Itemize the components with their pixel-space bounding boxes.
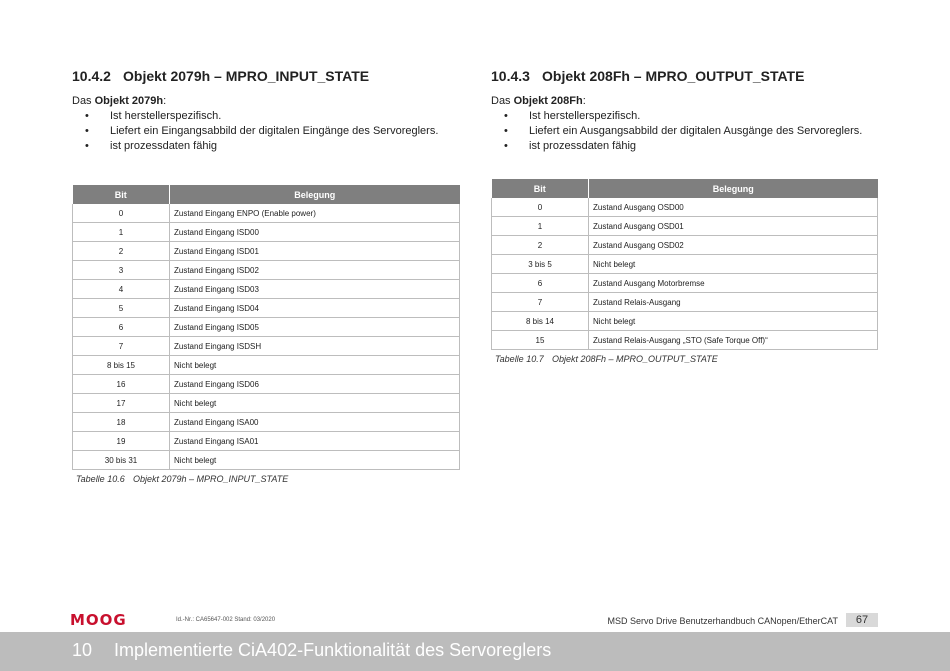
cell-belegung: Nicht belegt [170, 451, 460, 470]
table-row [73, 432, 460, 451]
moog-logo: MOOG [70, 611, 127, 629]
list-item: • Liefert ein Eingangsabbild der digitalen Eingänge des Servoreglers. [72, 124, 460, 139]
cell-bit: 6 [73, 318, 170, 337]
cell-bit: 0 [73, 204, 170, 223]
table-row [73, 451, 460, 470]
section-heading [491, 66, 878, 86]
cell-bit: 4 [73, 280, 170, 299]
table-row [492, 293, 878, 312]
cell-belegung: Zustand Eingang ENPO (Enable power) [170, 204, 460, 223]
intro-text [491, 94, 878, 109]
cell-bit: 15 [492, 331, 589, 350]
cell-bit: 5 [73, 299, 170, 318]
table-row [73, 299, 460, 318]
cell-bit: 30 bis 31 [73, 451, 170, 470]
list-item: • Liefert ein Ausgangsabbild der digitalen Ausgänge des Servoreglers. [491, 124, 878, 139]
cell-bit: 18 [73, 413, 170, 432]
table-row [73, 223, 460, 242]
intro-suffix: : [582, 95, 586, 107]
table-row [492, 312, 878, 331]
cell-belegung: Zustand Ausgang OSD02 [589, 236, 878, 255]
bullet-list [72, 109, 460, 154]
cell-bit: 16 [73, 375, 170, 394]
cell-belegung: Zustand Eingang ISA01 [170, 432, 460, 451]
cell-belegung: Zustand Eingang ISD06 [170, 375, 460, 394]
bullet-list [491, 109, 878, 154]
section-number: 10.4.2 [72, 68, 111, 84]
table-row [73, 394, 460, 413]
cell-bit: 17 [73, 394, 170, 413]
table-row [492, 198, 878, 217]
caption-text: Objekt 208Fh – MPRO_OUTPUT_STATE [552, 354, 718, 364]
list-item: • ist prozessdaten fähig [72, 139, 460, 154]
page-footer [70, 612, 878, 628]
cell-belegung: Zustand Eingang ISD02 [170, 261, 460, 280]
cell-belegung: Zustand Eingang ISD04 [170, 299, 460, 318]
column-header-bit: Bit [492, 179, 589, 198]
section-title: Objekt 2079h – MPRO_INPUT_STATE [123, 68, 370, 84]
table-row [73, 261, 460, 280]
cell-belegung: Nicht belegt [170, 356, 460, 375]
cell-belegung: Zustand Ausgang Motorbremse [589, 274, 878, 293]
page-number: 67 [846, 613, 878, 627]
cell-bit: 3 bis 5 [492, 255, 589, 274]
caption-number: Tabelle 10.6 [76, 474, 125, 484]
cell-belegung: Zustand Eingang ISA00 [170, 413, 460, 432]
input-state-table [72, 185, 460, 470]
cell-bit: 7 [492, 293, 589, 312]
column-header-belegung: Belegung [170, 185, 460, 204]
cell-bit: 6 [492, 274, 589, 293]
output-state-table [491, 179, 878, 350]
cell-bit: 2 [73, 242, 170, 261]
cell-belegung: Zustand Ausgang OSD00 [589, 198, 878, 217]
cell-bit: 19 [73, 432, 170, 451]
cell-belegung: Zustand Eingang ISDSH [170, 337, 460, 356]
list-item: • Ist herstellerspezifisch. [491, 109, 878, 124]
chapter-number: 10 [72, 640, 93, 660]
section-output-state [491, 66, 878, 364]
cell-bit: 8 bis 14 [492, 312, 589, 331]
cell-belegung: Nicht belegt [589, 255, 878, 274]
table-header-row [73, 185, 460, 204]
cell-belegung: Zustand Ausgang OSD01 [589, 217, 878, 236]
intro-object: Objekt 208Fh [513, 95, 583, 107]
cell-belegung: Zustand Eingang ISD03 [170, 280, 460, 299]
list-item: • ist prozessdaten fähig [491, 139, 878, 154]
cell-bit: 2 [492, 236, 589, 255]
table-row [492, 255, 878, 274]
table-row [492, 236, 878, 255]
table-row [73, 413, 460, 432]
section-input-state [72, 66, 460, 484]
section-number: 10.4.3 [491, 68, 530, 84]
cell-bit: 3 [73, 261, 170, 280]
table-row [73, 375, 460, 394]
document-id: Id.-Nr.: CA65647-002 Stand: 03/2020 [176, 617, 276, 623]
table-row [73, 204, 460, 223]
table-row [73, 242, 460, 261]
cell-belegung: Nicht belegt [170, 394, 460, 413]
cell-belegung: Zustand Relais-Ausgang „STO (Safe Torque Off)“ [589, 331, 878, 350]
chapter-title: Implementierte CiA402-Funktionalität des Servoreglers [114, 640, 552, 660]
list-item: • Ist herstellerspezifisch. [72, 109, 460, 124]
cell-bit: 0 [492, 198, 589, 217]
cell-bit: 1 [492, 217, 589, 236]
cell-bit: 7 [73, 337, 170, 356]
section-heading [72, 66, 460, 86]
intro-prefix: Das [72, 95, 95, 107]
cell-belegung: Zustand Eingang ISD05 [170, 318, 460, 337]
table-row [492, 331, 878, 350]
table-row [492, 217, 878, 236]
table-caption [72, 474, 460, 484]
intro-text [72, 94, 460, 109]
cell-belegung: Zustand Relais-Ausgang [589, 293, 878, 312]
cell-belegung: Nicht belegt [589, 312, 878, 331]
cell-bit: 1 [73, 223, 170, 242]
cell-bit: 8 bis 15 [73, 356, 170, 375]
intro-object: Objekt 2079h [94, 95, 164, 107]
table-caption [491, 354, 878, 364]
table-header-row [492, 179, 878, 198]
table-row [73, 337, 460, 356]
cell-belegung: Zustand Eingang ISD00 [170, 223, 460, 242]
manual-title: MSD Servo Drive Benutzerhandbuch CANopen/EtherCAT [607, 616, 838, 626]
column-header-bit: Bit [73, 185, 170, 204]
cell-belegung: Zustand Eingang ISD01 [170, 242, 460, 261]
intro-suffix: : [163, 95, 167, 107]
chapter-bar [0, 632, 950, 671]
table-row [73, 356, 460, 375]
table-row [492, 274, 878, 293]
caption-text: Objekt 2079h – MPRO_INPUT_STATE [133, 474, 289, 484]
intro-prefix: Das [491, 95, 514, 107]
caption-number: Tabelle 10.7 [495, 354, 544, 364]
table-row [73, 280, 460, 299]
section-title: Objekt 208Fh – MPRO_OUTPUT_STATE [542, 68, 805, 84]
table-row [73, 318, 460, 337]
column-header-belegung: Belegung [589, 179, 878, 198]
